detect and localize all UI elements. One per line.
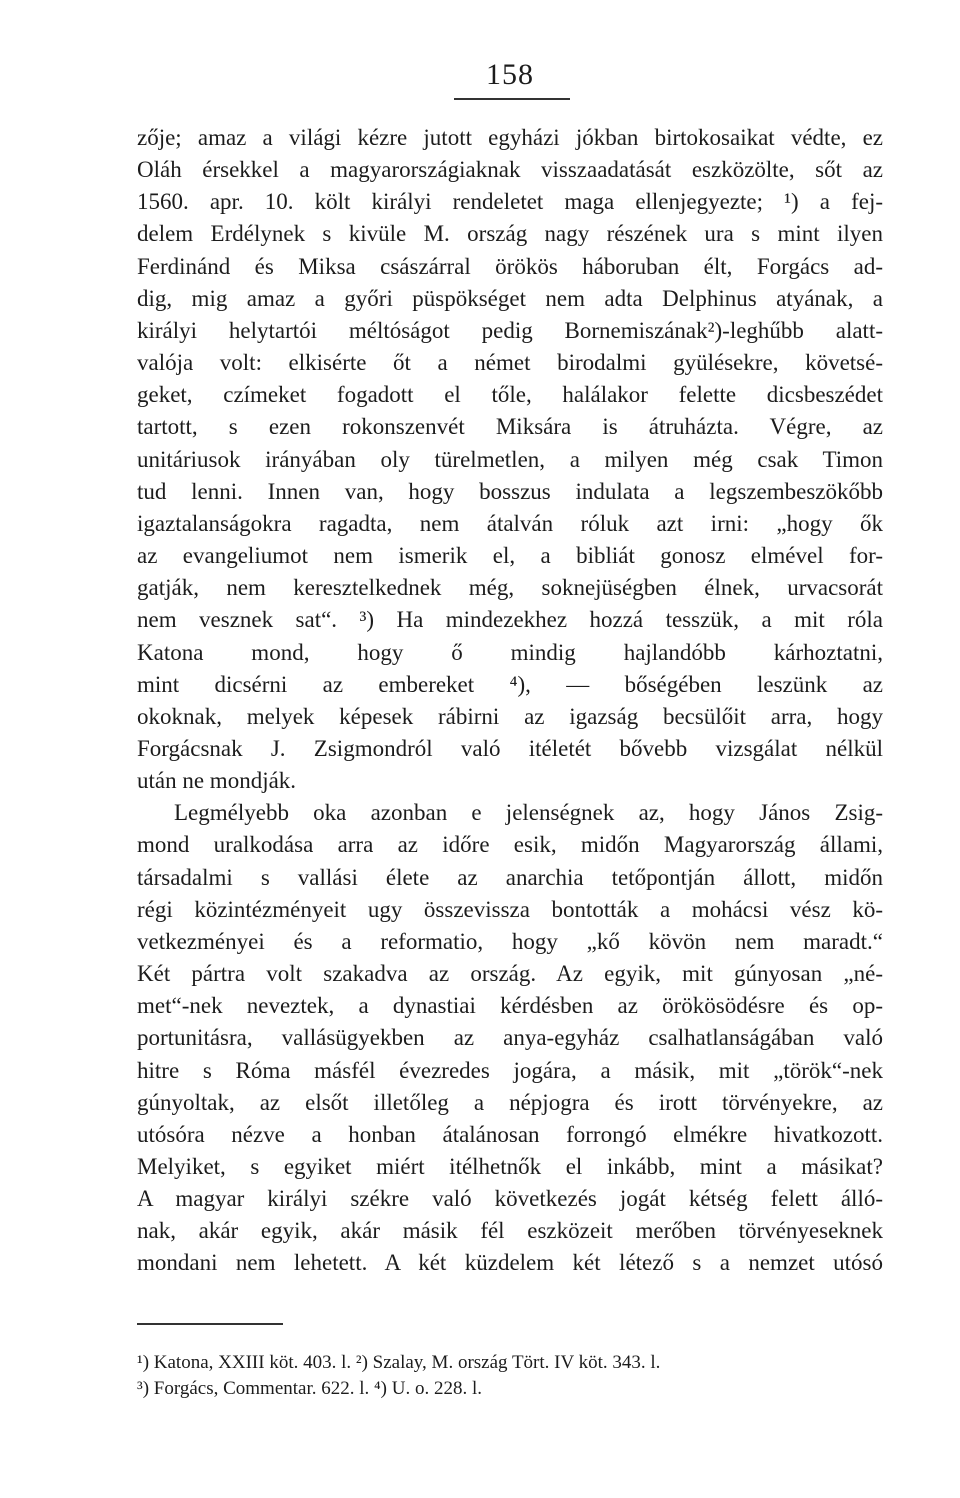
- text-line: Oláh érsekkel a magyarországiaknak visszaadatását eszközölte, sőt az: [137, 157, 883, 183]
- text-line: vetkezményei és a reformatio, hogy „kő kövön nem maradt.“: [137, 928, 883, 954]
- text-line: okoknak, melyek képesek rábirni az igazság becsülőit arra, hogy: [137, 703, 883, 729]
- text-line: portunitásra, vallásügyekben az anya-egyház csalhatlanságában való: [137, 1025, 883, 1051]
- text-line: valója volt: elkisérte őt a német birodalmi gyülésekre, követsé-: [137, 350, 883, 376]
- text-line: hitre s Róma másfél évezredes jogára, a másik, mit „török“-nek: [137, 1057, 883, 1083]
- text-line: Melyiket, s egyiket miért itélhetnők el inkább, mint a másikat?: [137, 1154, 883, 1179]
- page-number: 158: [486, 58, 534, 91]
- paragraph-2: [137, 797, 883, 1279]
- text-line: gatják, nem keresztelkednek még, soknejüségben élnek, urvacsorát: [137, 575, 883, 601]
- text-line: geket, czímeket fogadott el tőle, halálakor felette dicsbeszédet: [137, 382, 883, 408]
- text-line: Ferdinánd és Miksa császárral örökös háboruban élt, Forgács ad-: [137, 253, 883, 279]
- text-line: unitáriusok irányában oly türelmetlen, a milyen még csak Timon: [137, 446, 883, 472]
- text-line: met“-nek neveztek, a dynastiai kérdésben az örökösödésre és op-: [137, 993, 883, 1019]
- text-line: nem vesznek sat“. ³) Ha mindezekhez hozzá tesszük, a mit róla: [137, 607, 883, 633]
- page-number-rule: [454, 98, 570, 100]
- text-line: mint dicsérni az embereket ⁴), — bőségében leszünk az: [137, 671, 883, 697]
- text-line: tud lenni. Innen van, hogy bosszus indulata a legszembeszökőbb: [137, 478, 883, 504]
- text-line: Két pártra volt szakadva az ország. Az egyik, mit gúnyosan „né-: [137, 961, 883, 987]
- text-line: utósóra nézve a honban átalánosan forrongó elmékre hivatkozott.: [137, 1121, 883, 1147]
- text-line: gúnyoltak, az elsőt illetőleg a népjogra és irott törvényekre, az: [137, 1089, 883, 1115]
- text-line: királyi helytartói méltóságot pedig Bornemiszának²)-leghűbb alatt-: [137, 317, 883, 343]
- text-line: mond uralkodása arra az időre esik, midőn Magyarország állami,: [137, 832, 883, 858]
- text-line: zője; amaz a világi kézre jutott egyházi jókban birtokosaikat védte, ez: [137, 125, 883, 150]
- text-line: Forgácsnak J. Zsigmondról való itéletét bővebb vizsgálat nélkül: [137, 735, 883, 761]
- footnotes: [137, 1350, 883, 1402]
- text-line: nak, akár egyik, akár másik fél eszközeit merőben törvényeseknek: [137, 1218, 883, 1244]
- text-line: A magyar királyi székre való következés jogát kétség felett álló-: [137, 1186, 883, 1212]
- text-line: az evangeliumot nem ismerik el, a bibliát gonosz elmével for-: [137, 543, 883, 569]
- text-line: Legmélyebb oka azonban e jelenségnek az, hogy János Zsig-: [174, 800, 883, 826]
- text-line: igaztalanságokra ragadta, nem átalván róluk azt irni: „hogy ők: [137, 510, 883, 536]
- text-line: mondani nem lehetett. A két küzdelem két létező s a nemzet utósó: [137, 1250, 883, 1276]
- text-line: dig, mig amaz a győri püspökséget nem adta Delphinus atyának, a: [137, 285, 883, 311]
- paragraph-1: [137, 122, 883, 797]
- text-line: delem Erdélynek s kivüle M. ország nagy részének ura s mint ilyen: [137, 221, 883, 247]
- text-line: után ne mondják.: [137, 768, 297, 794]
- body-text: [137, 122, 883, 1280]
- footnote-line: ³) Forgács, Commentar. 622. l. ⁴) U. o. 228. l.: [137, 1378, 482, 1399]
- text-line: tartott, s ezen rokonszenvét Miksára is átruházta. Végre, az: [137, 414, 883, 440]
- text-line: Katona mond, hogy ő mindig hajlandóbb kárhoztatni,: [137, 639, 883, 665]
- footnote-line: ¹) Katona, XXIII köt. 403. l. ²) Szalay, M. ország Tört. IV köt. 343. l.: [137, 1352, 661, 1373]
- footnote-rule: [137, 1323, 283, 1325]
- text-line: 1560. apr. 10. költ királyi rendeletet maga ellenjegyezte; ¹) a fej-: [137, 189, 883, 215]
- text-line: társadalmi s vallási élete az anarchia tetőpontján állott, midőn: [137, 864, 883, 890]
- text-line: régi közintézményeit ugy összevissza bontották a mohácsi vész kö-: [137, 896, 883, 922]
